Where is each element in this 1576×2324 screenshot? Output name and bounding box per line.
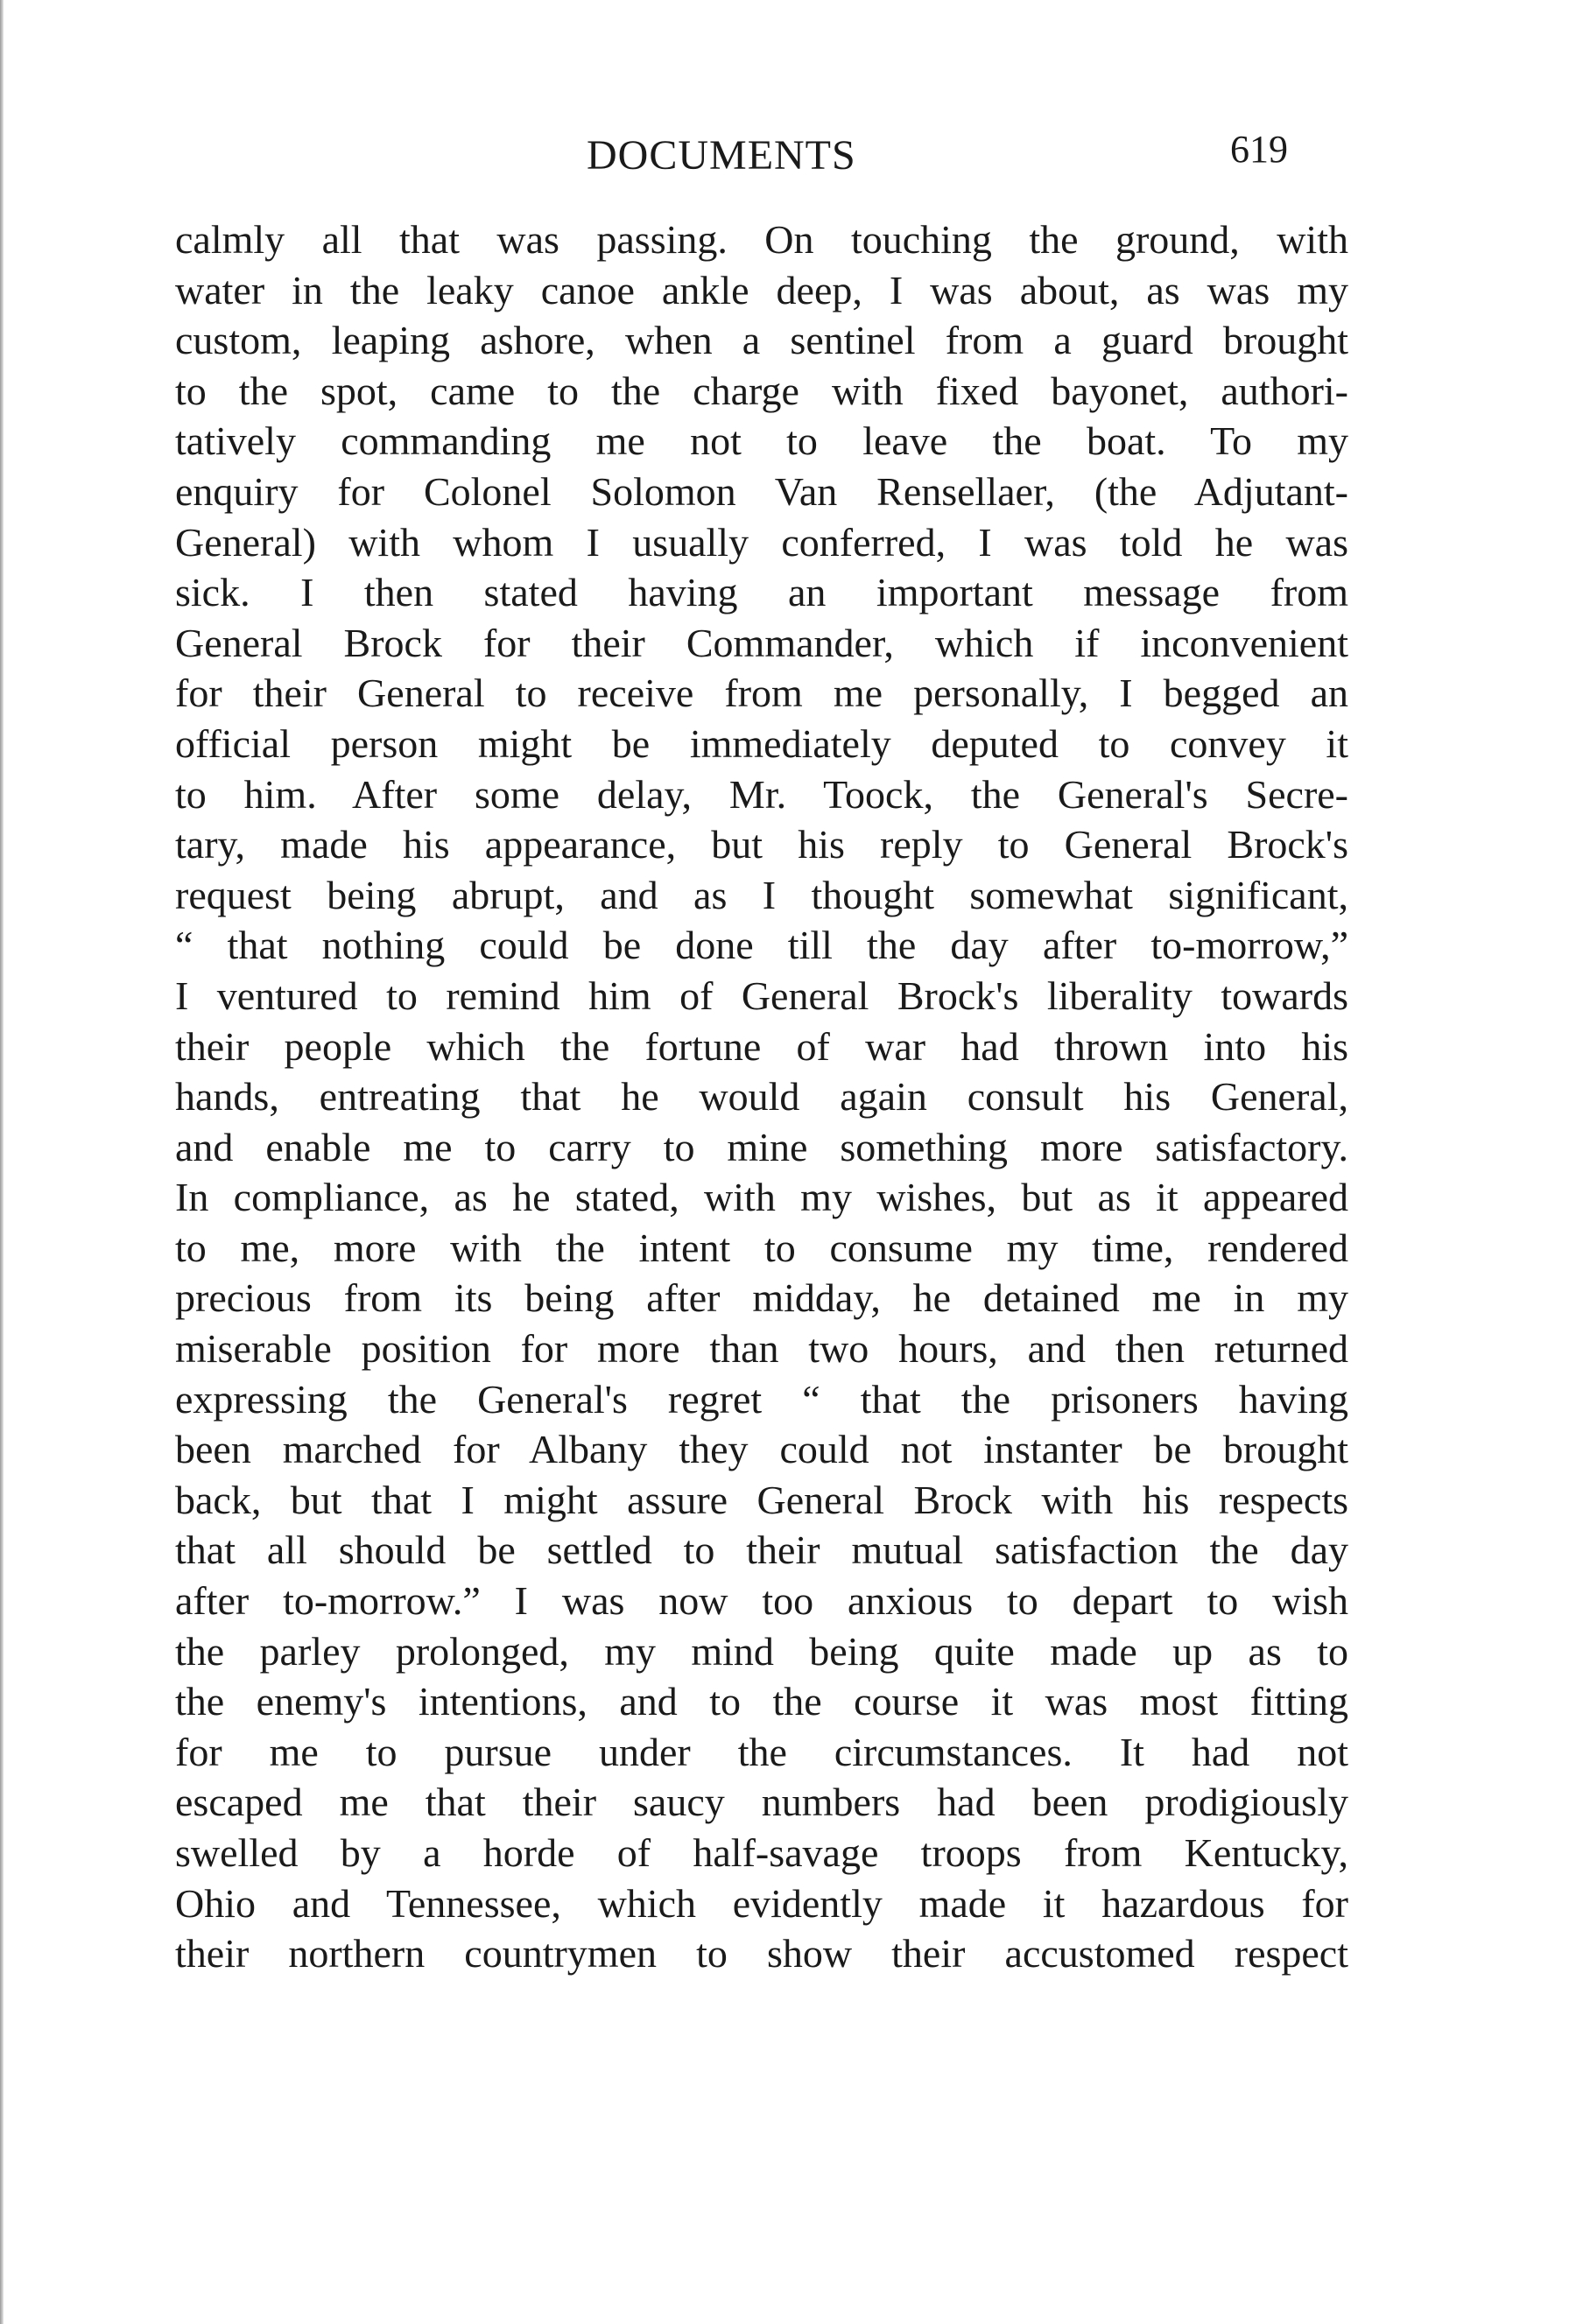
text-line: their northern countrymen to show their accustomed respect [175, 1931, 1348, 1976]
text-line: for me to pursue under the circumstances. It had not [175, 1729, 1348, 1774]
text-line: General) with whom I usually conferred, I was told he was [175, 519, 1348, 565]
text-line: their people which the fortune of war had thrown into his [175, 1023, 1348, 1069]
text-line: expressing the General's regret “ that the prisoners having [175, 1376, 1348, 1422]
text-line: swelled by a horde of half-savage troops from Kentucky, [175, 1830, 1348, 1875]
text-line: the enemy's intentions, and to the course it was most fitting [175, 1679, 1348, 1724]
text-line: been marched for Albany they could not instanter be brought [175, 1427, 1348, 1472]
text-line: miserable position for more than two hours, and then returned [175, 1326, 1348, 1372]
text-line: hands, entreating that he would again consult his General, [175, 1074, 1348, 1120]
text-line: to me, more with the intent to consume my time, rendered [175, 1225, 1348, 1270]
text-line: In compliance, as he stated, with my wishes, but as it appeared [175, 1175, 1348, 1220]
text-line: precious from its being after midday, he detained me in my [175, 1275, 1348, 1321]
text-line: official person might be immediately deputed to convey it [175, 720, 1348, 766]
text-line: escaped me that their saucy numbers had been prodigiously [175, 1780, 1348, 1825]
text-line: custom, leaping ashore, when a sentinel from a guard brought [175, 318, 1348, 363]
body-text [175, 214, 1348, 1979]
text-line: tatively commanding me not to leave the boat. To my [175, 418, 1348, 464]
page-number: 619 [1230, 128, 1288, 171]
text-line: the parley prolonged, my mind being quite made up as to [175, 1628, 1348, 1674]
text-line: enquiry for Colonel Solomon Van Rensellaer, (the Adjutant- [175, 468, 1348, 514]
text-line: back, but that I might assure General Brock with his respects [175, 1477, 1348, 1522]
text-line: that all should be settled to their mutual satisfaction the day [175, 1527, 1348, 1573]
text-line: for their General to receive from me personally, I begged an [175, 671, 1348, 716]
text-line: tary, made his appearance, but his reply to General Brock's [175, 822, 1348, 867]
text-line: after to-morrow.” I was now too anxious to depart to wish [175, 1578, 1348, 1624]
text-line: Ohio and Tennessee, which evidently made it hazardous for [175, 1880, 1348, 1926]
page-edge-shadow [0, 0, 4, 2324]
text-line: “ that nothing could be done till the day after to-morrow,” [175, 923, 1348, 968]
text-line: calmly all that was passing. On touching the ground, with [175, 217, 1348, 262]
text-line: request being abrupt, and as I thought somewhat significant, [175, 872, 1348, 917]
text-line: sick. I then stated having an important message from [175, 570, 1348, 615]
text-line: to him. After some delay, Mr. Toock, the General's Secre- [175, 771, 1348, 817]
text-line: General Brock for their Commander, which if inconvenient [175, 620, 1348, 665]
text-line: to the spot, came to the charge with fixed bayonet, authori- [175, 368, 1348, 413]
running-head: DOCUMENTS [587, 132, 856, 179]
text-line: I ventured to remind him of General Brock's liberality towards [175, 972, 1348, 1018]
text-line: and enable me to carry to mine something more satisfactory. [175, 1124, 1348, 1169]
text-line: water in the leaky canoe ankle deep, I was about, as was my [175, 267, 1348, 312]
